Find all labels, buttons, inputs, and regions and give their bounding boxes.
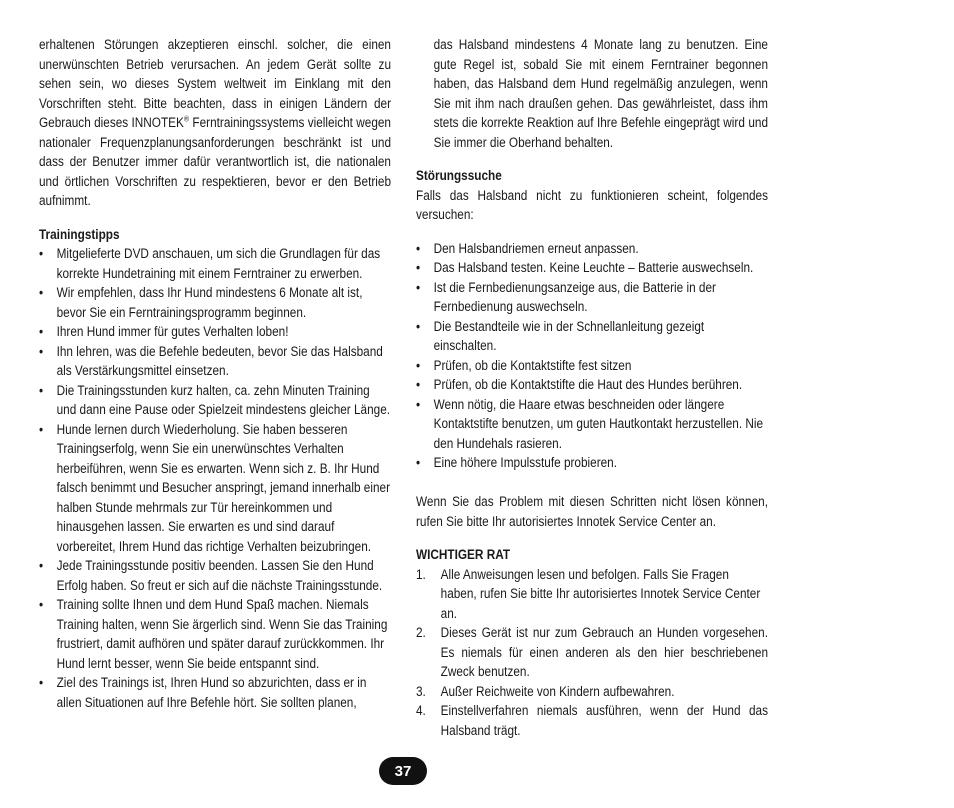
service-paragraph: Wenn Sie das Problem mit diesen Schritten nicht lösen können, rufen Sie bitte Ihr autorisiertes Innotek Service Center an. [416,494,768,529]
bullet-dot-icon: • [39,382,44,398]
list-item: • Jede Trainingsstunde positiv beenden. Lassen Sie den Hund Erfolg haben. So freut er sich auf die nächste Trainingsstunde. [39,558,383,593]
list-item: • Ziel des Trainings ist, Ihren Hund so abzurichten, dass er in allen Situationen auf Ihre Befehle hört. Sie sollten planen, [39,675,367,710]
item-number: 4. [416,703,426,718]
list-item: 3. Außer Reichweite von Kindern aufbewahren. [416,682,768,702]
bullet-dot-icon: • [39,343,44,359]
item-number: 3. [416,683,426,699]
list-item: • Prüfen, ob die Kontaktstifte die Haut des Hundes berühren. [416,375,768,395]
heading-trainingstipps: Trainingstipps [39,226,120,242]
right-column [416,35,768,740]
list-item: • Mitgelieferte DVD anschauen, um sich die Grundlagen für das korrekte Hundetraining mit einem Ferntrainer zu erwerben. [39,246,381,281]
troubleshoot-list [416,239,768,473]
list-item: • Hunde lernen durch Wiederholung. Sie haben besseren Trainingserfolg, wenn Sie ein unerwünschtes Verhalten herbeiführen, wenn Sie es erwarten. Wenn sich z. B. Ihr Hund falsch benimmt und Besucher anspringt, jemand innerhalb einer halben Stunde mehrmals zur Tür hereinkommen und hinausgehen lassen. Sie erwarten es und sind darauf vorbereitet, Ihrem Hund das richtige Verhalten beizubringen. [39,421,391,554]
bullet-dot-icon: • [416,318,421,334]
heading-stoerungssuche: Störungssuche [416,168,502,183]
page-number-badge: 37 [379,757,427,785]
bullet-dot-icon: • [416,396,421,412]
bullet-dot-icon: • [416,357,421,373]
bullet-dot-icon: • [416,240,421,256]
bullet-dot-icon: • [39,421,44,437]
training-tips-list [39,244,391,712]
item-number: 2. [416,625,426,640]
bullet-dot-icon: • [416,377,421,392]
list-item: • Wir empfehlen, dass Ihr Hund mindestens 6 Monate alt ist, bevor Sie ein Ferntrainingsprogramm beginnen. [39,285,363,320]
advice-list [416,565,768,741]
list-item: • Die Bestandteile wie in der Schnellanleitung gezeigt einschalten. [416,318,705,353]
bullet-dot-icon: • [39,558,44,573]
list-item: • Ihn lehren, was die Befehle bedeuten, bevor Sie das Halsband als Verstärkungsmittel einsetzen. [39,343,383,378]
troubleshoot-intro: Falls das Halsband nicht zu funktionieren scheint, folgendes versuchen: [416,187,768,222]
bullet-dot-icon: • [39,675,44,690]
registered-mark: ® [183,114,190,124]
heading-wichtiger-rat: WICHTIGER RAT [416,547,511,562]
intro-paragraph: erhaltenen Störungen akzeptieren einschl. solcher, die einen unerwünschten Betrieb verursachen. An jedem Gerät sollte zu sehen sein, wo dieses System weltweit im Einklang mit den Vorschriften steht. Bitte beachten, dass in einigen Ländern der Gebrauch dieses INNOTEK® Ferntrainingssystems vielleicht wegen nationaler Frequenzplanungsanforderungen beschränkt ist und dass der Benutzer immer dafür verantwortlich ist, die nationalen und örtlichen Vorschriften zu respektieren, bevor er den Betrieb aufnimmt. [39,37,391,208]
item-number: 1. [416,566,426,582]
list-item: • Prüfen, ob die Kontaktstifte fest sitzen [416,356,768,376]
list-item: • Den Halsbandriemen erneut anpassen. [416,239,768,259]
list-item: 1. Alle Anweisungen lesen und befolgen. Falls Sie Fragen haben, rufen Sie bitte Ihr autorisiertes Innotek Service Center an. [416,566,761,621]
continuation-paragraph: das Halsband mindestens 4 Monate lang zu benutzen. Eine gute Regel ist, sobald Sie mit einem Ferntrainer begonnen haben, das Halsband dem Hund regelmäßig anzulegen, wenn Sie mit ihm nach draußen gehen. Das gewährleistet, dass ihm stets die korrekte Reaktion auf Ihre Befehle eingeprägt wird und Sie immer die Oberhand behalten. [433,37,768,150]
list-item: • Die Trainingsstunden kurz halten, ca. zehn Minuten Training und dann eine Pause oder Spielzeit mindestens gleicher Länge. [39,382,391,417]
bullet-dot-icon: • [39,597,44,612]
list-item: • Das Halsband testen. Keine Leuchte – Batterie auswechseln. [416,258,768,278]
list-item: 2. Dieses Gerät ist nur zum Gebrauch an Hunden vorgesehen. Es niemals für einen anderen als den hier beschriebenen Zweck benutzen. [416,625,768,679]
bullet-dot-icon: • [416,279,421,295]
list-item: • Ist die Fernbedienungsanzeige aus, die Batterie in der Fernbedienung auswechseln. [416,279,716,314]
bullet-dot-icon: • [416,260,421,275]
list-item: • Ihren Hund immer für gutes Verhalten loben! [39,322,391,342]
list-item: • Eine höhere Impulsstufe probieren. [416,453,768,473]
bullet-dot-icon: • [416,455,421,470]
list-item: • Wenn nötig, die Haare etwas beschneiden oder längere Kontaktstifte benutzen, um guten Hautkontakt herzustellen. Nie den Hundehals rasieren. [416,396,764,451]
left-column [39,35,391,712]
bullet-dot-icon: • [39,246,44,261]
list-item: • Training sollte Ihnen und dem Hund Spaß machen. Niemals Training halten, wenn Sie ärgerlich sind. Wenn Sie das Training frustriert, damit aufhören und später darauf zurückkommen. Ihr Hund lernt besser, wenn Sie beide entspannt sind. [39,597,388,671]
list-item: 4. Einstellverfahren niemals ausführen, wenn der Hund das Halsband trägt. [416,703,768,738]
bullet-dot-icon: • [39,285,44,300]
bullet-dot-icon: • [39,324,44,339]
